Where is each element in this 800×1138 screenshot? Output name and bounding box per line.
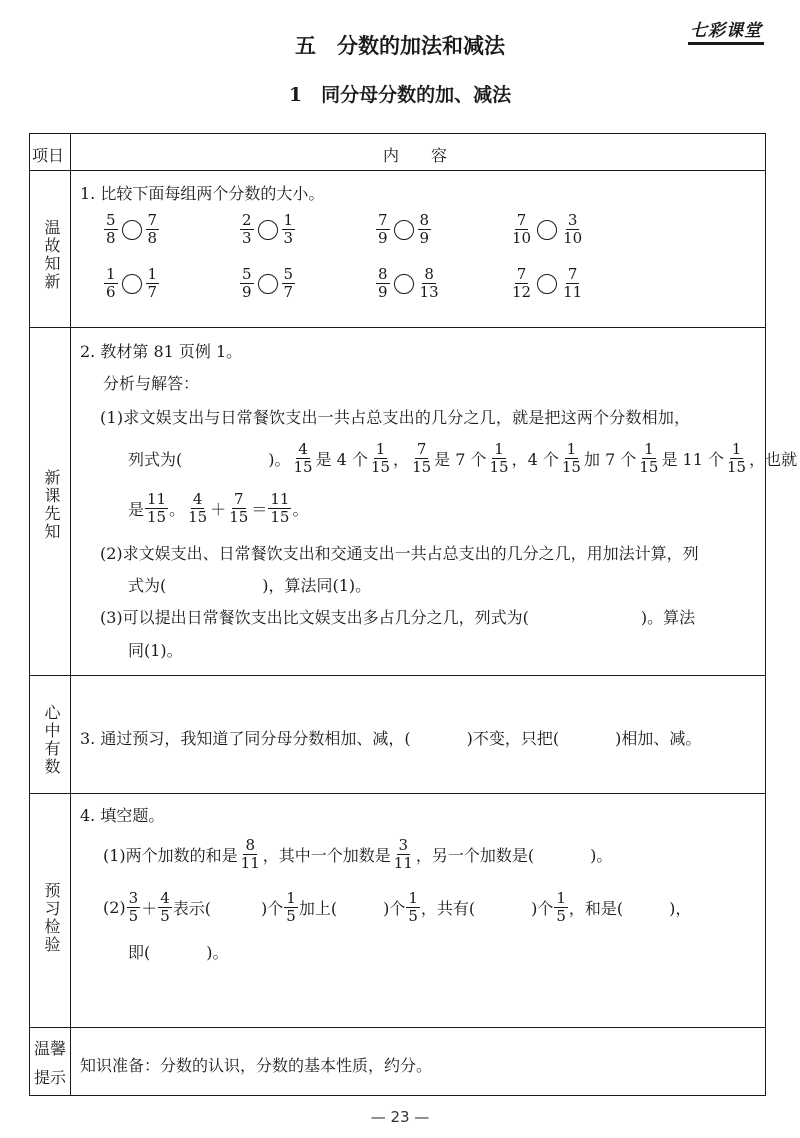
column-header-item: 项日 (32, 146, 65, 165)
question-2-subtitle: 分析与解答： (103, 374, 200, 393)
brand-logo: 七彩课堂 (688, 16, 764, 45)
fraction: 7 12 (512, 265, 532, 301)
text: 是 (128, 499, 145, 519)
column-header-content: 内 容 (383, 146, 448, 165)
q2-part2-line2: 式为( )，算法同(1)。 (128, 576, 372, 595)
fraction-comparison (239, 266, 296, 301)
fraction-comparison (375, 212, 432, 247)
side-label-mind: 心中有数 (42, 704, 61, 776)
q4-line3: 即( )。 (128, 943, 229, 962)
fraction: 5 9 (242, 265, 252, 301)
compare-circle[interactable] (394, 274, 414, 294)
compare-circle[interactable] (258, 274, 278, 294)
text: ，4 个 (511, 449, 559, 469)
text: 是 7 个 (434, 449, 487, 469)
compare-circle[interactable] (122, 220, 142, 240)
fraction: 5 7 (283, 265, 294, 301)
fraction: 1 5 (286, 888, 296, 925)
fraction: 7 15 (229, 489, 249, 526)
row-divider (29, 793, 766, 794)
fraction: 4 15 (188, 489, 208, 526)
text: 加 7 个 (583, 449, 637, 469)
fraction: 8 9 (378, 265, 388, 301)
fraction: 1 15 (561, 439, 581, 476)
fraction: 8 13 (419, 265, 439, 301)
text: 。 (292, 499, 309, 519)
fraction: 5 8 (106, 211, 116, 247)
q4-line2: (2) 3 5 ＋ 4 5 表示( )个 1 5 加上( )个 1 5 ，共有( )个 1 5 ，和是( )， (103, 888, 692, 925)
compare-circle[interactable] (537, 274, 557, 294)
fraction: 1 5 (556, 888, 566, 925)
compare-circle[interactable] (394, 220, 414, 240)
text: ，也就 (749, 449, 798, 469)
fraction-comparison (239, 212, 296, 247)
text: 列式为( (128, 449, 183, 469)
text: ＝ (251, 499, 268, 519)
text: )。 (268, 449, 291, 469)
question-2-title: 2. 教材第 81 页例 1。 (80, 342, 243, 361)
q2-part3-line2: 同(1)。 (128, 641, 183, 660)
text: ， (393, 449, 410, 469)
fraction: 7 9 (378, 211, 388, 247)
fraction: 1 15 (639, 439, 659, 476)
compare-circle[interactable] (537, 220, 557, 240)
compare-circle[interactable] (258, 220, 278, 240)
text: 。 (169, 499, 186, 519)
fraction: 8 9 (419, 211, 430, 247)
side-label-check: 预习检验 (42, 882, 61, 954)
column-divider (70, 133, 71, 1096)
question-1-title: 1. 比较下面每组两个分数的大小。 (80, 184, 325, 203)
fraction: 1 7 (147, 265, 158, 301)
fraction: 1 15 (370, 439, 391, 476)
fraction: 1 15 (726, 439, 747, 476)
fraction-comparison (509, 212, 585, 247)
fraction-comparison (509, 266, 585, 301)
fraction-comparison (375, 266, 442, 301)
fraction: 11 15 (147, 489, 167, 526)
chapter-title: 五 分数的加法和减法 (295, 33, 505, 58)
text: 是 4 个 (315, 449, 368, 469)
row-divider (29, 170, 766, 171)
fraction: 1 15 (489, 439, 509, 476)
compare-circle[interactable] (122, 274, 142, 294)
fraction: 1 3 (283, 211, 294, 247)
q4-line1: (1)两个加数的和是 8 11 ，其中一个加数是 3 11 ，另一个加数是( )。 (103, 835, 613, 872)
side-label-new: 新课先知 (42, 469, 61, 541)
q2-part1-line2 (128, 440, 797, 476)
page-number: — 23 — (370, 1108, 430, 1126)
side-label-tip-1: 温馨 (33, 1039, 66, 1058)
row-divider (29, 675, 766, 676)
fraction-comparison (103, 212, 160, 247)
fraction: 11 15 (270, 489, 290, 526)
question-3: 3. 通过预习，我知道了同分母分数相加、减，( )不变，只把( )相加、减。 (80, 729, 702, 748)
tip-text: 知识准备：分数的认识，分数的基本性质，约分。 (80, 1056, 433, 1075)
side-label-tip-2: 提示 (33, 1068, 66, 1087)
fraction: 7 15 (412, 439, 432, 476)
row-divider (29, 1027, 766, 1028)
fraction: 3 11 (393, 835, 413, 872)
fraction: 7 10 (512, 211, 532, 247)
fraction: 1 6 (106, 265, 116, 301)
side-label-review: 温故知新 (42, 219, 61, 291)
row-divider (29, 327, 766, 328)
q2-part1-line3 (128, 490, 308, 526)
fraction: 4 15 (293, 439, 313, 476)
q2-part1-line1: (1)求文娱支出与日常餐饮支出一共占总支出的几分之几，就是把这两个分数相加， (100, 408, 691, 427)
fraction-comparison (103, 266, 160, 301)
fraction: 8 11 (240, 835, 260, 872)
text: 是 11 个 (661, 449, 724, 469)
question-4-title: 4. 填空题。 (80, 806, 165, 825)
text: ＋ (210, 499, 227, 519)
q2-part3-line1: (3)可以提出日常餐饮支出比文娱支出多占几分之几，列式为( )。算法 (100, 608, 696, 627)
fraction: 7 8 (147, 211, 158, 247)
fraction: 3 10 (563, 211, 583, 247)
fraction: 3 5 (128, 888, 139, 925)
section-title: 1 同分母分数的加、减法 (288, 84, 512, 106)
fraction: 7 11 (563, 265, 583, 301)
fraction: 4 5 (160, 888, 170, 925)
fraction: 2 3 (242, 211, 252, 247)
q2-part2-line1: (2)求文娱支出、日常餐饮支出和交通支出一共占总支出的几分之几，用加法计算，列 (100, 544, 699, 563)
fraction: 1 5 (408, 888, 418, 925)
